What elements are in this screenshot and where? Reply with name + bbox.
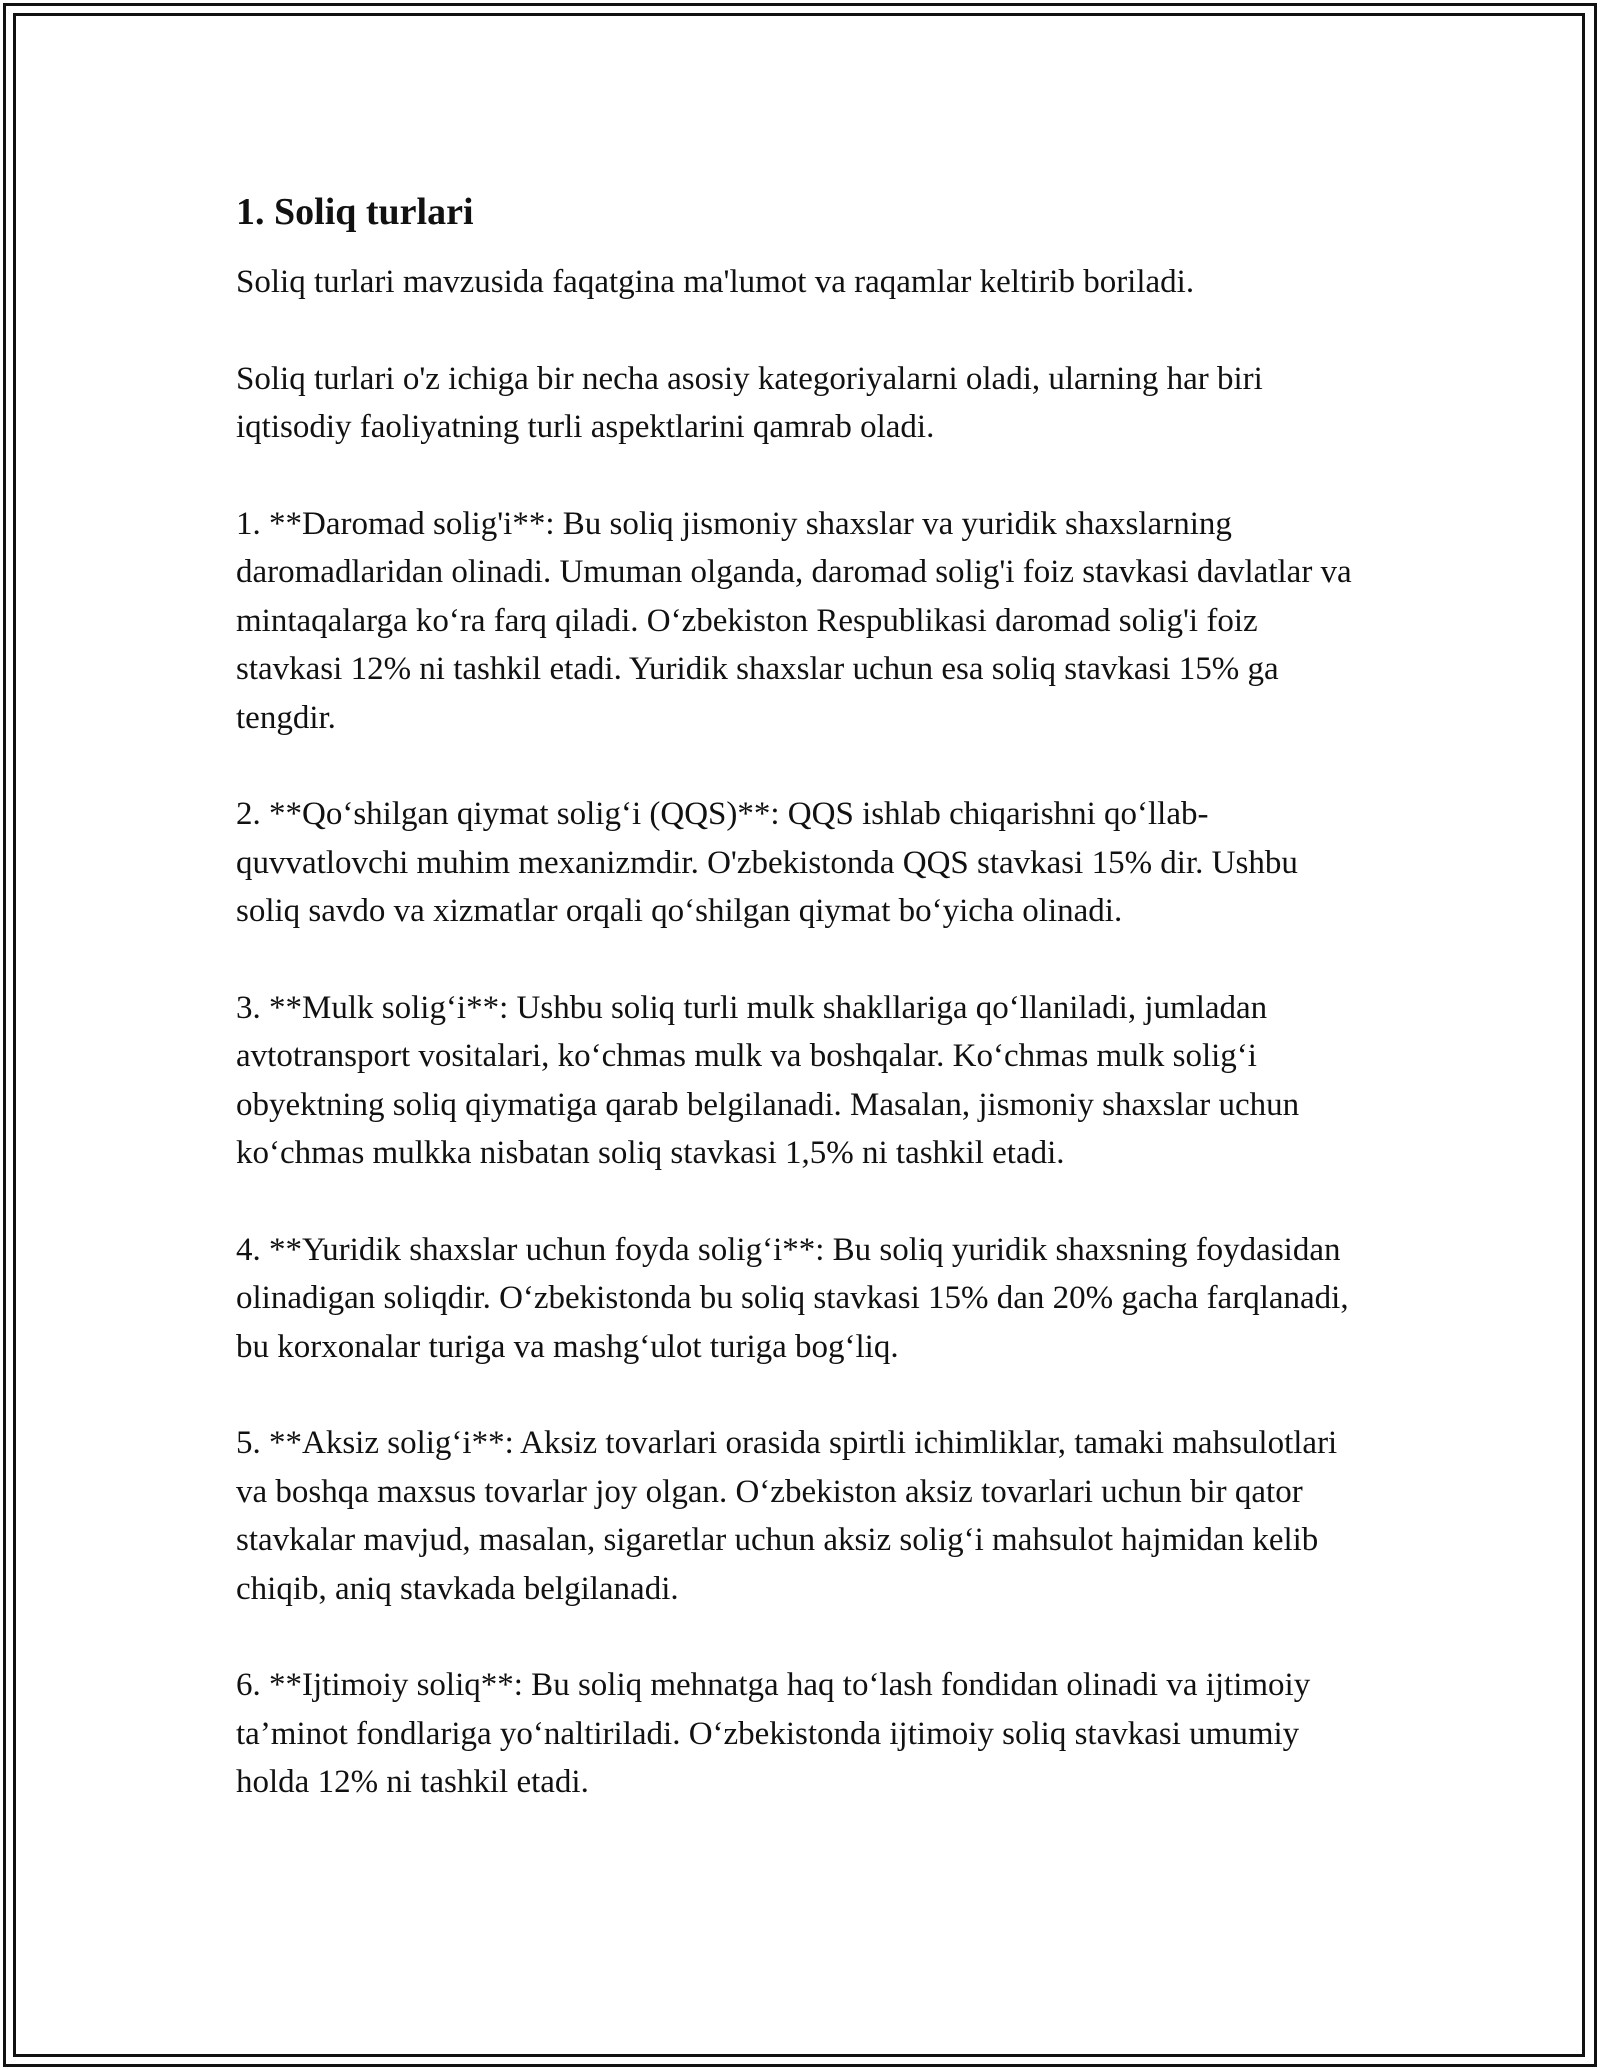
excise-tax-paragraph: 5. **Aksiz solig‘i**: Aksiz tovarlari orasida spirtli ichimliklar, tamaki mahsulotlari va boshqa maxsus tovarlar joy olgan. O‘zbekiston aksiz tovarlari uchun bir qator stavkalar mavjud, masalan, sigaretlar uchun aksiz solig‘i mahsulot hajmidan kelib chiqib, aniq stavkada belgilanadi. [236,1425,1338,1607]
overview-paragraph: Soliq turlari o'z ichiga bir necha asosiy kategoriyalarni oladi, ularning har biri iqtisodiy faoliyatning turli aspektlarini qamrab oladi. [236,360,1263,445]
section-heading: 1. Soliq turlari [236,191,474,233]
intro-paragraph: Soliq turlari mavzusida faqatgina ma'lumot va raqamlar keltirib boriladi. [236,264,1195,300]
vat-paragraph: 2. **Qo‘shilgan qiymat solig‘i (QQS)**: QQS ishlab chiqarishni qo‘llab-quvvatlovchi muhim mexanizmdir. O'zbekistonda QQS stavkasi 15% dir. Ushbu soliq savdo va xizmatlar orqali qo‘shilgan qiymat bo‘yicha olinadi. [236,796,1298,929]
social-tax-paragraph: 6. **Ijtimoiy soliq**: Bu soliq mehnatga haq to‘lash fondidan olinadi va ijtimoiy ta’minot fondlariga yo‘naltiriladi. O‘zbekistonda ijtimoiy soliq stavkasi umumiy holda 12% ni tashkil etadi. [236,1667,1311,1800]
profit-tax-paragraph: 4. **Yuridik shaxslar uchun foyda solig‘i**: Bu soliq yuridik shaxsning foydasidan olinadigan soliqdir. O‘zbekistonda bu soliq stavkasi 15% dan 20% gacha farqlanadi, bu korxonalar turiga va mashg‘ulot turiga bog‘liq. [236,1231,1349,1365]
income-tax-paragraph: 1. **Daromad solig'i**: Bu soliq jismoniy shaxslar va yuridik shaxslarning daromadlaridan olinadi. Umuman olganda, daromad solig'i foiz stavkasi davlatlar va mintaqalarga ko‘ra farq qiladi. O‘zbekiston Respublikasi daromad solig'i foiz stavkasi 12% ni tashkil etadi. Yuridik shaxslar uchun esa soliq stavkasi 15% ga tengdir. [236,505,1352,736]
document-body [236,188,1366,1807]
property-tax-paragraph: 3. **Mulk solig‘i**: Ushbu soliq turli mulk shakllariga qo‘llaniladi, jumladan avtotransport vositalari, ko‘chmas mulk va boshqalar. Ko‘chmas mulk solig‘i obyektning soliq qiymatiga qarab belgilanadi. Masalan, jismoniy shaxslar uchun ko‘chmas mulkka nisbatan soliq stavkasi 1,5% ni tashkil etadi. [236,989,1300,1171]
